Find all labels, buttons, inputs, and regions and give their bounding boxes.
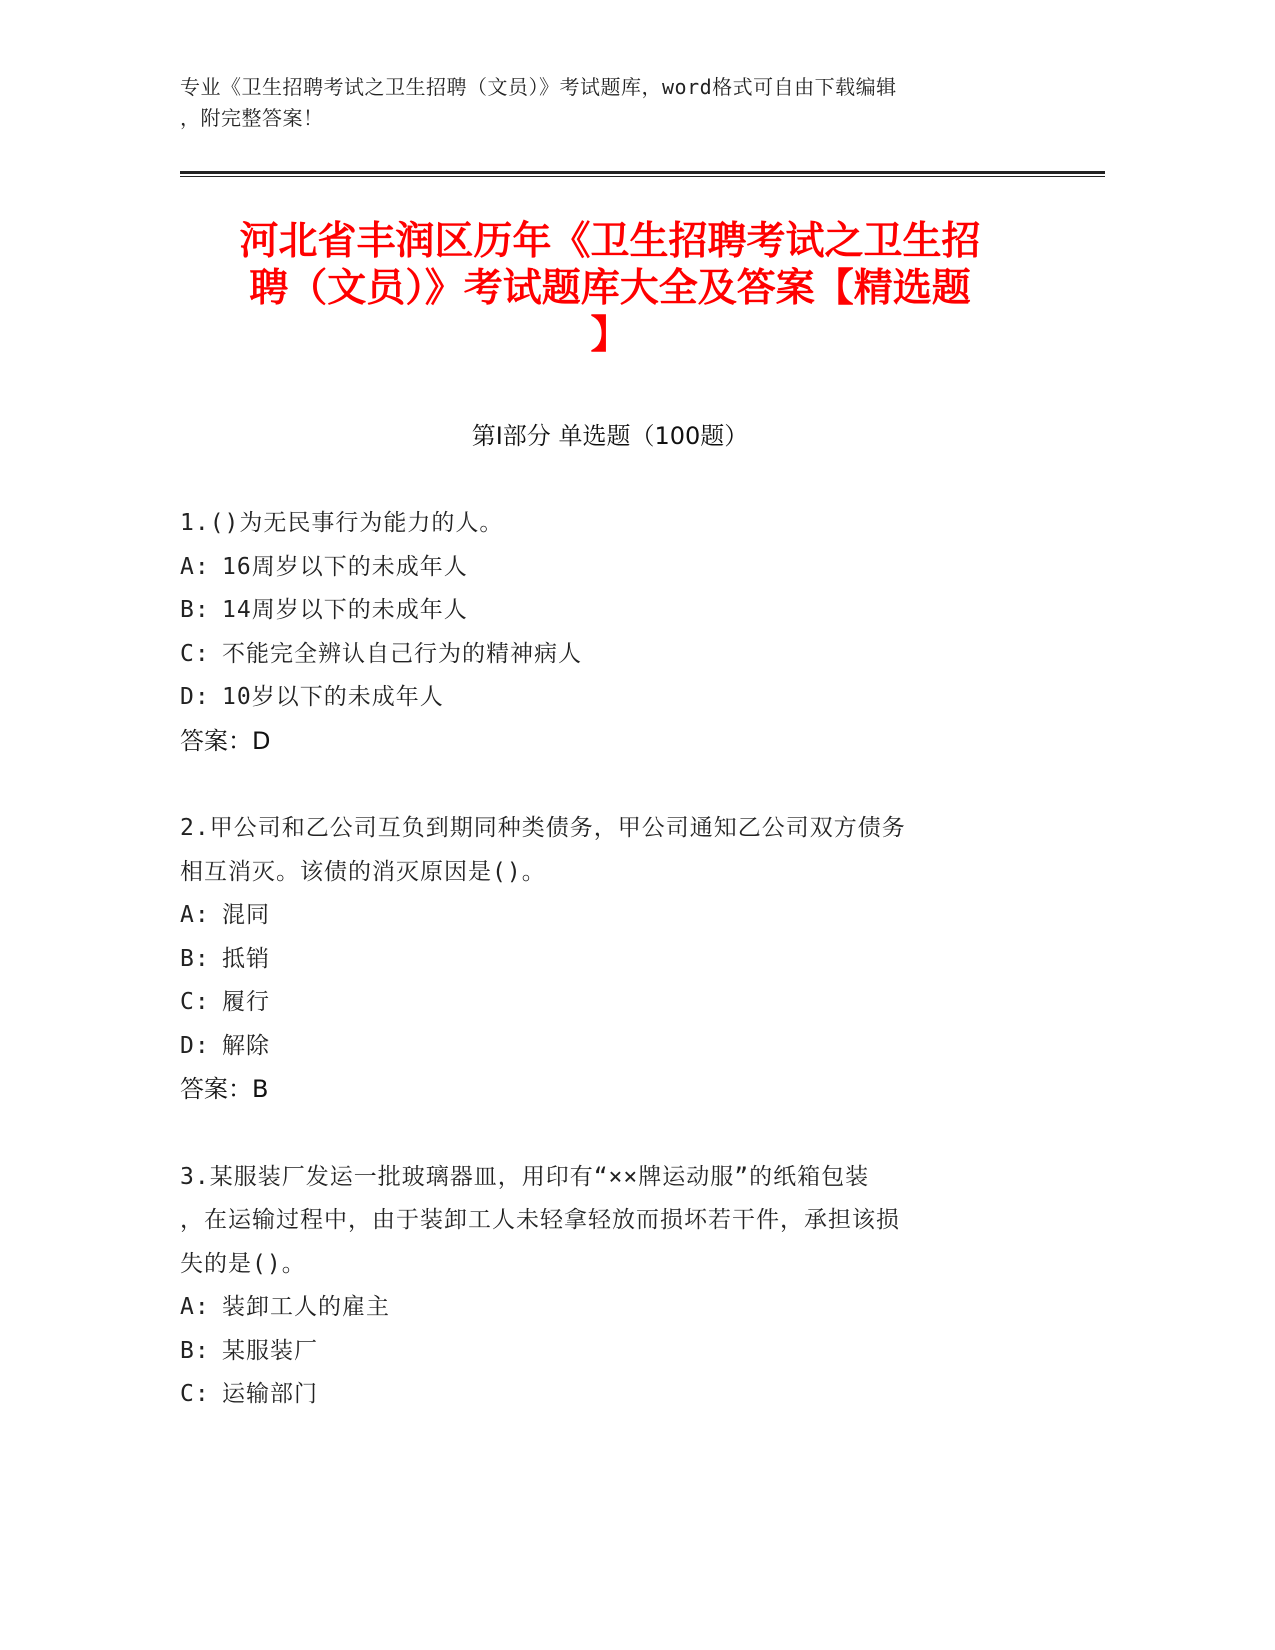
option-text: 装卸工人的雇主 — [222, 1294, 390, 1320]
option-key: A: — [180, 902, 210, 928]
option-key: B: — [180, 1337, 210, 1364]
header-note-line: 专业《卫生招聘考试之卫生招聘（文员）》考试题库，word格式可自由下载编辑 — [180, 75, 897, 99]
option-b — [180, 1330, 1040, 1374]
option-d — [180, 676, 1040, 720]
answer-line: 答案：B — [180, 1075, 269, 1103]
section-heading: 第Ⅰ部分 单选题（100题） — [471, 422, 749, 450]
option-c — [180, 1373, 1040, 1417]
question-stem: 1.()为无民事行为能力的人。 — [180, 510, 504, 536]
header-note-line: ，附完整答案！ — [180, 106, 324, 130]
question-1 — [180, 502, 1040, 763]
option-text: 解除 — [222, 1032, 270, 1059]
option-key: A: — [180, 1294, 210, 1320]
option-key: C: — [180, 989, 210, 1015]
option-a — [180, 546, 1040, 590]
option-key: C: — [180, 1381, 210, 1407]
option-text: 混同 — [222, 902, 270, 928]
option-key: B: — [180, 945, 210, 972]
option-text: 不能完全辨认自己行为的精神病人 — [222, 640, 582, 667]
option-key: D: — [180, 684, 210, 710]
option-a — [180, 1286, 1040, 1330]
title-line: 】 — [590, 313, 630, 358]
option-key: D: — [180, 1032, 210, 1059]
option-text: 16周岁以下的未成年人 — [222, 553, 468, 580]
option-c — [180, 981, 1040, 1025]
header-rule-thick — [180, 171, 1105, 174]
question-stem: 3.某服装厂发运一批玻璃器皿，用印有“××牌运动服”的纸箱包装 — [180, 1163, 870, 1190]
question-3 — [180, 1156, 1040, 1417]
option-text: 14周岁以下的未成年人 — [222, 597, 468, 623]
title-line: 聘（文员）》考试题库大全及答案【精选题 — [249, 266, 971, 311]
header-note — [180, 72, 1060, 134]
document-title — [180, 218, 1040, 359]
title-line: 河北省丰润区历年《卫生招聘考试之卫生招 — [239, 219, 981, 264]
question-2 — [180, 807, 1040, 1112]
option-text: 履行 — [222, 989, 270, 1015]
option-a — [180, 894, 1040, 938]
option-b — [180, 938, 1040, 982]
option-b — [180, 589, 1040, 633]
option-text: 10岁以下的未成年人 — [222, 684, 444, 710]
question-stem: 相互消灭。该债的消灭原因是()。 — [180, 858, 546, 885]
option-text: 抵销 — [222, 945, 270, 972]
option-text: 某服装厂 — [222, 1337, 318, 1364]
question-stem: ，在运输过程中，由于装卸工人未轻拿轻放而损坏若干件，承担该损 — [180, 1207, 900, 1233]
option-text: 运输部门 — [222, 1381, 318, 1407]
option-c — [180, 633, 1040, 677]
question-stem: 失的是()。 — [180, 1250, 306, 1277]
header-rule-thin — [180, 176, 1105, 177]
question-stem: 2.甲公司和乙公司互负到期同种类债务，甲公司通知乙公司双方债务 — [180, 815, 906, 841]
question-list — [180, 502, 1040, 1461]
option-d — [180, 1025, 1040, 1069]
answer-line: 答案：D — [180, 726, 271, 755]
option-key: B: — [180, 597, 210, 623]
option-key: A: — [180, 553, 210, 580]
option-key: C: — [180, 640, 210, 667]
